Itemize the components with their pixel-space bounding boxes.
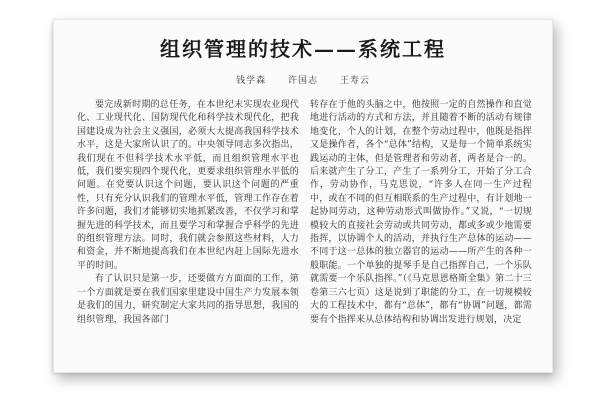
right-paragraph-1: 转存在于他的头脑之中，他按照一定的自然操作和直觉地进行活动的方式和方法，并且随着不断的活动有规律地变化，个人的计划，在整个劳动过程中，他既是指挥又是操作者，各个“总体”结构，又是每一个简单系统实践运动的主体，但是管理者和劳动者，两者是合一的。后来就产生了分工，产生了一系列分工，开始了分工合作，劳动协作，马克思说，“许多人在同一生产过程中，或在不同的但互相联系的生产过程中，有计划地一起协同劳动，这种劳动形式叫做协作。”又说，“一切规模较大的直接社会劳动或共同劳动，都或多或少地需要指挥，以协调个人的活动，并执行生产总体的运动——不同于这一总体的独立器官的运动——所产生的各种一般职能。一个单独的提琴手是自己指挥自己，一个乐队就需要一个乐队指挥。”（《马克思恩格斯全集》第二十三卷第三六七页）这是说到了职能的分工，在一切规模较大的工程技术中，都有“总体”，都有“协调”问题，都需要有个指挥来从总体结构和协调出发进行规划，决定 bbox=[310, 100, 532, 325]
left-paragraph-2: 有了认识只是第一步，还要做方方面面的工作，第一个方面就是要在我们国家里建设中国生产力发展本领是我们的国力，研究制定大家共同的指导思想，我国的组织管理，我国各部门 bbox=[77, 274, 299, 325]
author-3: 王寿云 bbox=[339, 76, 370, 86]
author-list bbox=[54, 73, 552, 86]
left-column bbox=[77, 99, 299, 327]
author-1: 钱学森 bbox=[236, 76, 267, 86]
document-title: 组织管理的技术——系统工程 bbox=[160, 37, 446, 61]
right-column bbox=[310, 99, 532, 327]
left-paragraph-1: 要完成新时期的总任务，在本世纪末实现农业现代化、工业现代化、国防现代化和科学技术现代化，把我国建设成为社会主义强国，必须大大提高我国科学技术水平，这是大家所认识了的。中央领导同志多次指出，我们现在不但科学技术水平低，而且组织管理水平也低，我们要实现四个现代化，更要求组织管理水平低的问题。在党要认识这个问题，要认识这个问题的严重性，只有充分认识我们的管理水平低，管理工作存在着许多问题，我们才能够切实地抓紧改善，不仅学习和掌握先进的科学技术，而且要学习和掌握合乎科学的先进的组织管理方法。同时，我们就会参照这些材料，人力和资金，并不断地提高我们在本世纪内赶上国际先进水平的时间。 bbox=[77, 100, 299, 271]
author-2: 许国志 bbox=[287, 76, 318, 86]
document-page bbox=[53, 19, 553, 373]
